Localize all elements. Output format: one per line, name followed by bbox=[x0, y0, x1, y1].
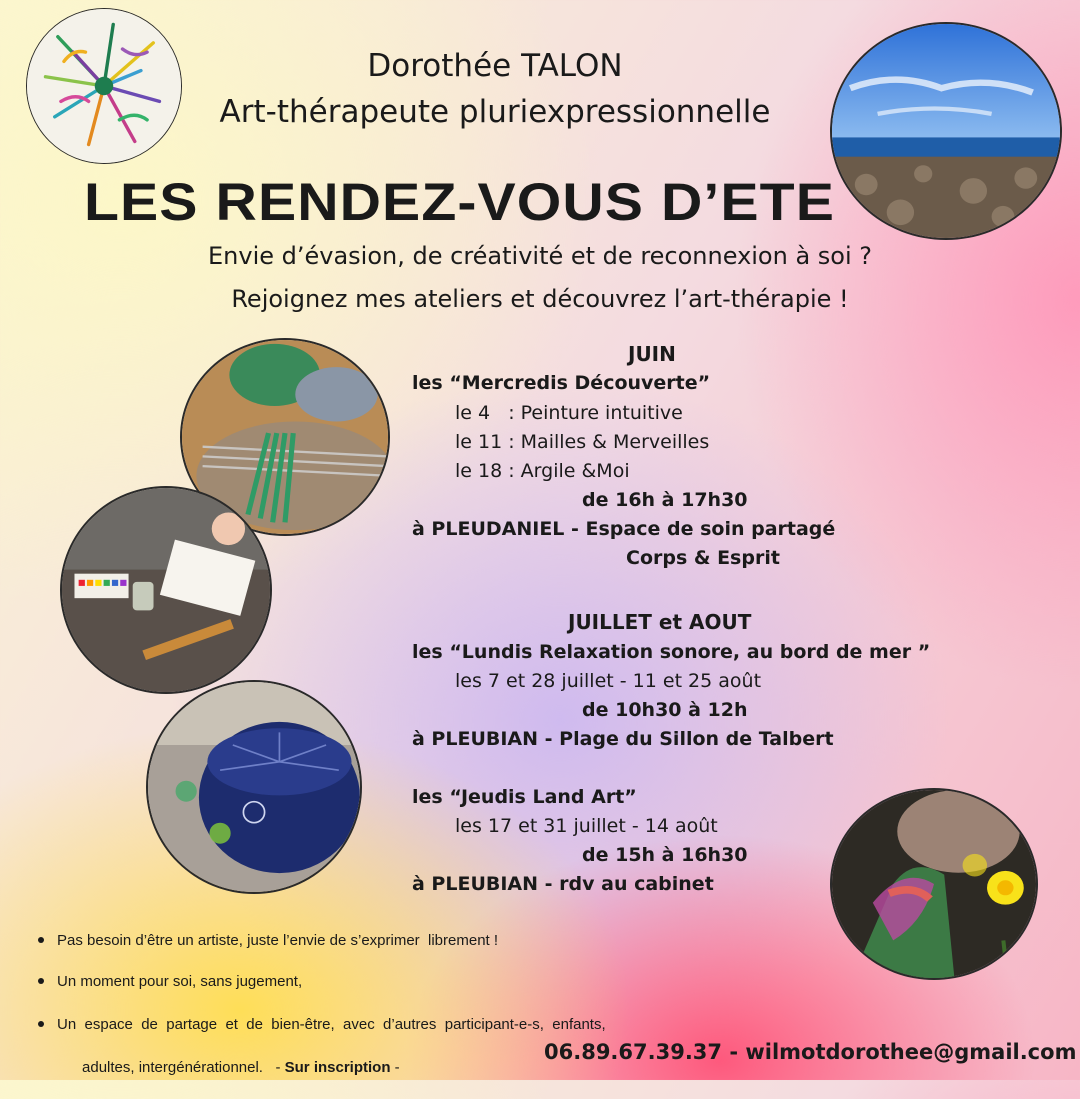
bullet-dot bbox=[38, 1021, 44, 1027]
dates-lundis: les 7 et 28 juillet - 11 et 25 août bbox=[455, 670, 762, 692]
month-june: JUIN bbox=[628, 342, 676, 366]
bullet-text-line2 bbox=[57, 1036, 400, 1099]
month-juillet-aout: JUILLET et AOUT bbox=[568, 610, 752, 634]
bullet-dot bbox=[38, 978, 44, 984]
series-mercredis: les “Mercredis Découverte” bbox=[412, 372, 711, 394]
place-june-line2: Corps & Esprit bbox=[626, 547, 780, 569]
time-lundis: de 10h30 à 12h bbox=[582, 699, 748, 721]
bullet-text: Un moment pour soi, sans jugement, bbox=[57, 973, 303, 990]
dates-jeudis: les 17 et 31 juillet - 14 août bbox=[455, 815, 718, 837]
tongue-drum-image bbox=[146, 680, 362, 894]
intro-line-2: Rejoignez mes ateliers et découvrez l’art-thérapie ! bbox=[231, 285, 849, 313]
place-jeudis: à PLEUBIAN - rdv au cabinet bbox=[412, 873, 714, 895]
date-item: le 11 : Mailles & Merveilles bbox=[455, 431, 710, 453]
series-lundis: les “Lundis Relaxation sonore, au bord de mer ” bbox=[412, 641, 931, 663]
bullet-text: Pas besoin d’être un artiste, juste l’envie de s’exprimer librement ! bbox=[57, 932, 499, 949]
page-title: LES RENDEZ-VOUS D’ETE bbox=[84, 173, 835, 232]
author-role: Art-thérapeute pluriexpressionnelle bbox=[219, 94, 771, 130]
author-name: Dorothée TALON bbox=[367, 48, 623, 84]
watercolor-painting-table-image bbox=[60, 486, 272, 694]
bullet-text-part: - bbox=[390, 1059, 400, 1076]
colorful-hands-flower-image bbox=[830, 788, 1038, 980]
time-june: de 16h à 17h30 bbox=[582, 489, 748, 511]
registration-note: Sur inscription bbox=[284, 1059, 391, 1076]
intro-line-1: Envie d’évasion, de créativité et de reconnexion à soi ? bbox=[207, 242, 873, 270]
bullet-dot bbox=[38, 937, 44, 943]
bullet-text-part: adultes, intergénérationnel. - bbox=[82, 1059, 285, 1076]
time-jeudis: de 15h à 16h30 bbox=[582, 844, 748, 866]
place-june: à PLEUDANIEL - Espace de soin partagé bbox=[412, 518, 836, 540]
date-item: le 18 : Argile &Moi bbox=[455, 460, 630, 482]
place-lundis: à PLEUBIAN - Plage du Sillon de Talbert bbox=[412, 728, 834, 750]
abstract-painting-image bbox=[26, 8, 182, 164]
contact-info: 06.89.67.39.37 - wilmotdorothee@gmail.com bbox=[544, 1040, 1077, 1064]
series-jeudis: les “Jeudis Land Art” bbox=[412, 786, 637, 808]
bullet-text: Un espace de partage et de bien-être, avec d’autres participant-e-s, enfants, bbox=[57, 1016, 606, 1033]
date-item: le 4 : Peinture intuitive bbox=[455, 402, 683, 424]
